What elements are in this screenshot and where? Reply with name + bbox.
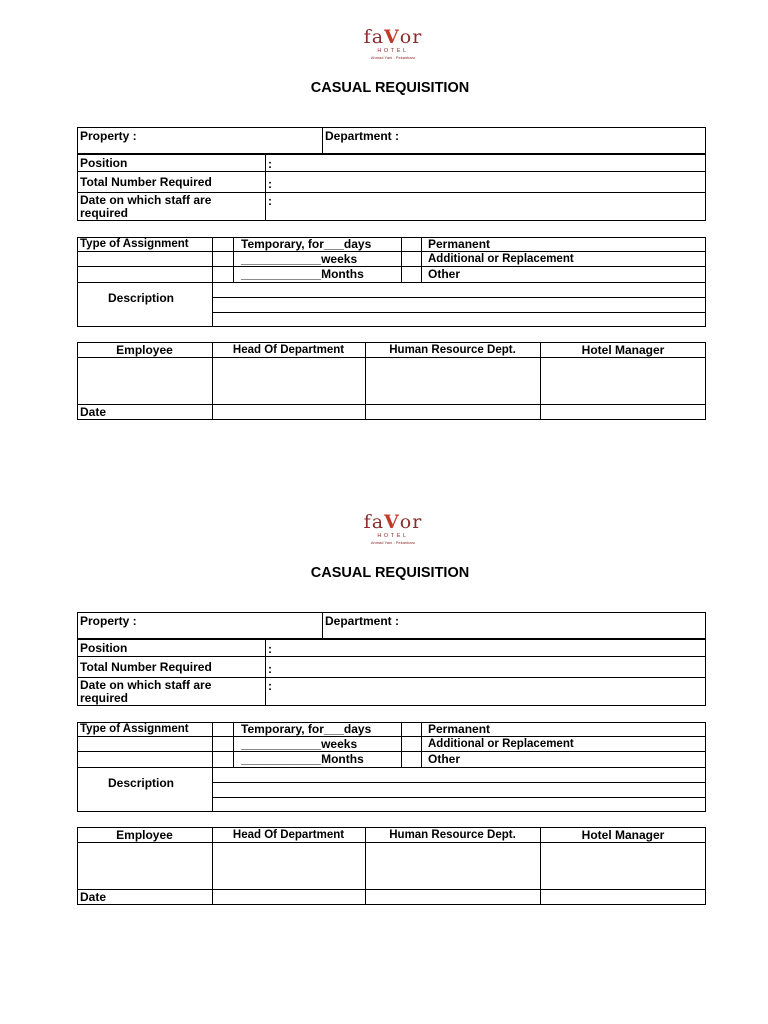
- permanent-label: Permanent: [428, 722, 491, 736]
- position-field[interactable]: :: [268, 157, 272, 171]
- department-label: Department :: [325, 614, 400, 628]
- position-label: Position: [80, 641, 128, 655]
- head-of-department-header: Head Of Department: [232, 344, 345, 356]
- weeks-label: ____________weeks: [241, 737, 358, 751]
- department-label: Department :: [325, 129, 400, 143]
- months-label: ____________Months: [241, 267, 364, 281]
- permanent-checkbox[interactable]: [402, 723, 421, 736]
- months-label: ____________Months: [241, 752, 364, 766]
- permanent-checkbox[interactable]: [402, 238, 421, 251]
- date-required-label-2: required: [80, 691, 129, 705]
- temporary-checkbox[interactable]: [213, 238, 233, 251]
- employee-header: Employee: [116, 828, 173, 842]
- date-required-field[interactable]: :: [268, 194, 272, 208]
- human-resource-header: Human Resource Dept.: [389, 344, 516, 356]
- description-label: Description: [108, 291, 175, 305]
- temporary-days-label: Temporary, for___days: [241, 237, 372, 251]
- requisition-form: [0, 485, 768, 915]
- temporary-checkbox[interactable]: [213, 723, 233, 736]
- other-label: Other: [428, 752, 461, 766]
- date-required-field[interactable]: :: [268, 679, 272, 693]
- property-label: Property :: [80, 129, 137, 143]
- total-number-label: Total Number Required: [80, 175, 212, 189]
- position-field[interactable]: :: [268, 642, 272, 656]
- total-number-field[interactable]: :: [268, 177, 272, 191]
- property-label: Property :: [80, 614, 137, 628]
- form-title: CASUAL REQUISITION: [310, 80, 470, 96]
- human-resource-header: Human Resource Dept.: [389, 829, 516, 841]
- description-label: Description: [108, 776, 175, 790]
- total-number-field[interactable]: :: [268, 662, 272, 676]
- temporary-days-label: Temporary, for___days: [241, 722, 372, 736]
- position-label: Position: [80, 156, 128, 170]
- form-title: CASUAL REQUISITION: [310, 565, 470, 581]
- type-of-assignment-label: Type of Assignment: [80, 238, 189, 250]
- hotel-manager-header: Hotel Manager: [581, 343, 665, 357]
- additional-replacement-label: Additional or Replacement: [428, 253, 574, 265]
- date-required-label: Date on which staff are: [80, 193, 212, 207]
- date-required-label: Date on which staff are: [80, 678, 212, 692]
- additional-replacement-label: Additional or Replacement: [428, 738, 574, 750]
- type-of-assignment-label: Type of Assignment: [80, 723, 189, 735]
- other-label: Other: [428, 267, 461, 281]
- requisition-form: [0, 0, 768, 430]
- total-number-label: Total Number Required: [80, 660, 212, 674]
- favor-hotel-logo: faVor HOTEL Ahmad Yani - Pekanbaru: [363, 511, 423, 545]
- date-row-label: Date: [80, 890, 107, 904]
- date-required-label-2: required: [80, 206, 129, 220]
- favor-hotel-logo: faVor HOTEL Ahmad Yani - Pekanbaru: [363, 26, 423, 60]
- employee-header: Employee: [116, 343, 173, 357]
- date-row-label: Date: [80, 405, 107, 419]
- hotel-manager-header: Hotel Manager: [581, 828, 665, 842]
- permanent-label: Permanent: [428, 237, 491, 251]
- weeks-label: ____________weeks: [241, 252, 358, 266]
- head-of-department-header: Head Of Department: [232, 829, 345, 841]
